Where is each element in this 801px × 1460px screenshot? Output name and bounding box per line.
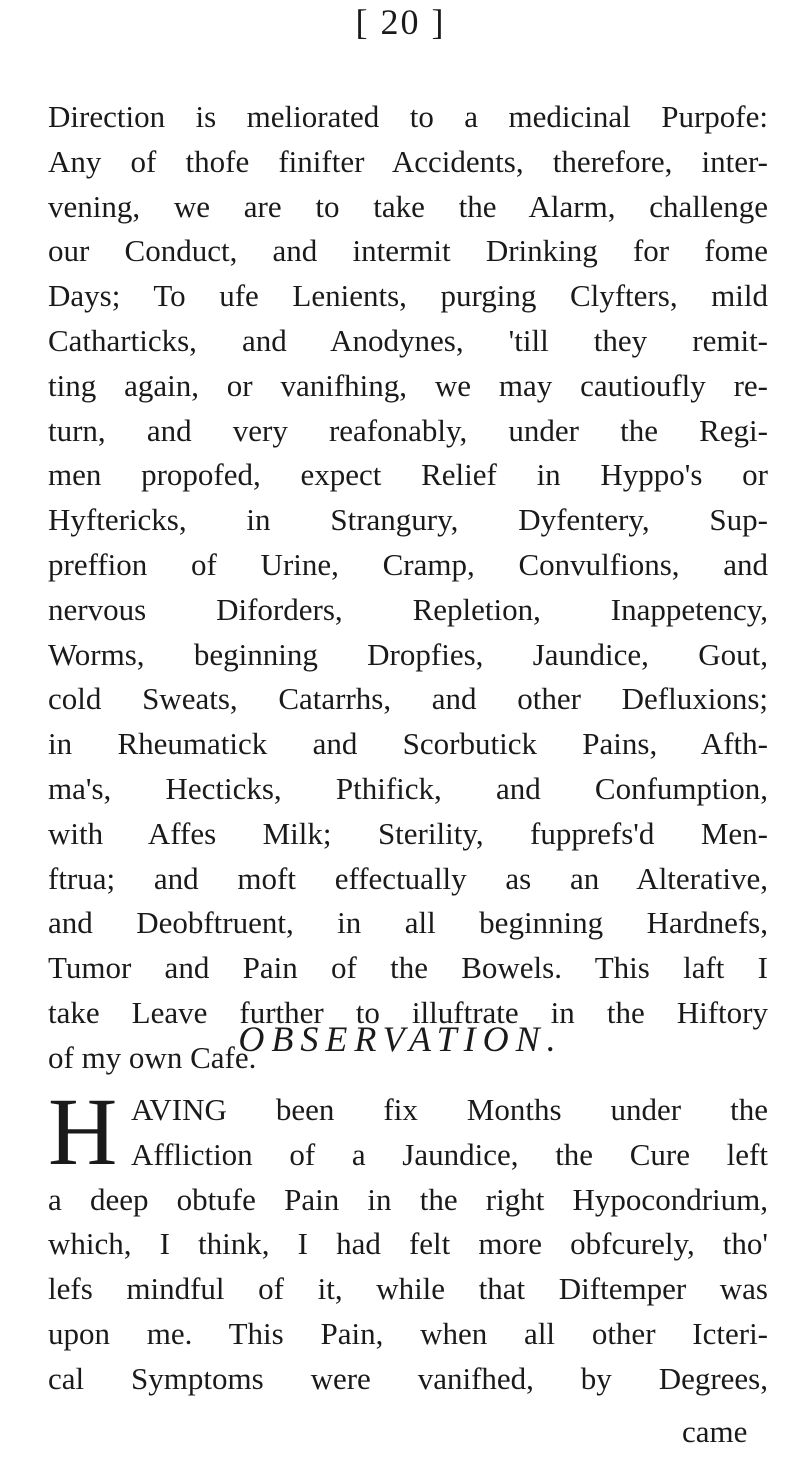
text-line: in Rheumatick and Scorbutick Pains, Afth- (48, 726, 768, 762)
text-line: Days; To ufe Lenients, purging Clyfters, mild (48, 278, 768, 314)
text-line: Tumor and Pain of the Bowels. This laft I (48, 950, 768, 986)
text-line: Affliction of a Jaundice, the Cure left (131, 1136, 768, 1172)
drop-cap: H (48, 1078, 118, 1185)
text-line: upon me. This Pain, when all other Icteri- (48, 1315, 768, 1351)
text-line: take Leave further to illuftrate in the Hiftory (48, 994, 768, 1030)
text-line: preffion of Urine, Cramp, Convulfions, and (48, 546, 768, 582)
text-line: Catharticks, and Anodynes, 'till they remit- (48, 322, 768, 358)
text-line: ftrua; and moft effectually as an Alterative, (48, 860, 768, 896)
text-line: men propofed, expect Relief in Hyppo's or (48, 457, 768, 493)
text-line: of my own Cafe. (48, 1039, 257, 1075)
text-line: cal Symptoms were vanifhed, by Degrees, (48, 1360, 768, 1396)
text-line: our Conduct, and intermit Drinking for fome (48, 233, 768, 269)
text-line: turn, and very reafonably, under the Regi- (48, 412, 768, 448)
text-line: vening, we are to take the Alarm, challenge (48, 188, 768, 224)
text-line: with Affes Milk; Sterility, fupprefs'd Men- (48, 815, 768, 851)
text-line: ting again, or vanifhing, we may cautioufly re- (48, 367, 768, 403)
text-line: and Deobftruent, in all beginning Hardnefs, (48, 905, 768, 941)
text-line: Worms, beginning Dropfies, Jaundice, Gout, (48, 636, 768, 672)
text-line: ma's, Hecticks, Pthifick, and Confumption, (48, 770, 768, 806)
text-line: Any of thofe finifter Accidents, therefore, inter- (48, 143, 768, 179)
text-line: which, I think, I had felt more obfcurely, tho' (48, 1226, 768, 1262)
text-line: cold Sweats, Catarrhs, and other Defluxions; (48, 681, 768, 717)
text-line: a deep obtufe Pain in the right Hypocondrium, (48, 1181, 768, 1217)
text-line: lefs mindful of it, while that Diftemper was (48, 1271, 768, 1307)
section-heading: OBSERVATION. (238, 1019, 563, 1059)
text-line: Direction is meliorated to a medicinal Purpofe: (48, 99, 768, 134)
catchword: came (682, 1414, 748, 1449)
page-number: [ 20 ] (355, 2, 446, 42)
text-line: AVING been fix Months under the (131, 1092, 768, 1127)
body-paragraph (48, 95, 768, 1081)
text-line: nervous Diforders, Repletion, Inappetency, (48, 591, 768, 627)
text-line: Hyftericks, in Strangury, Dyfentery, Sup- (48, 502, 768, 538)
observation-paragraph (48, 1078, 768, 1402)
